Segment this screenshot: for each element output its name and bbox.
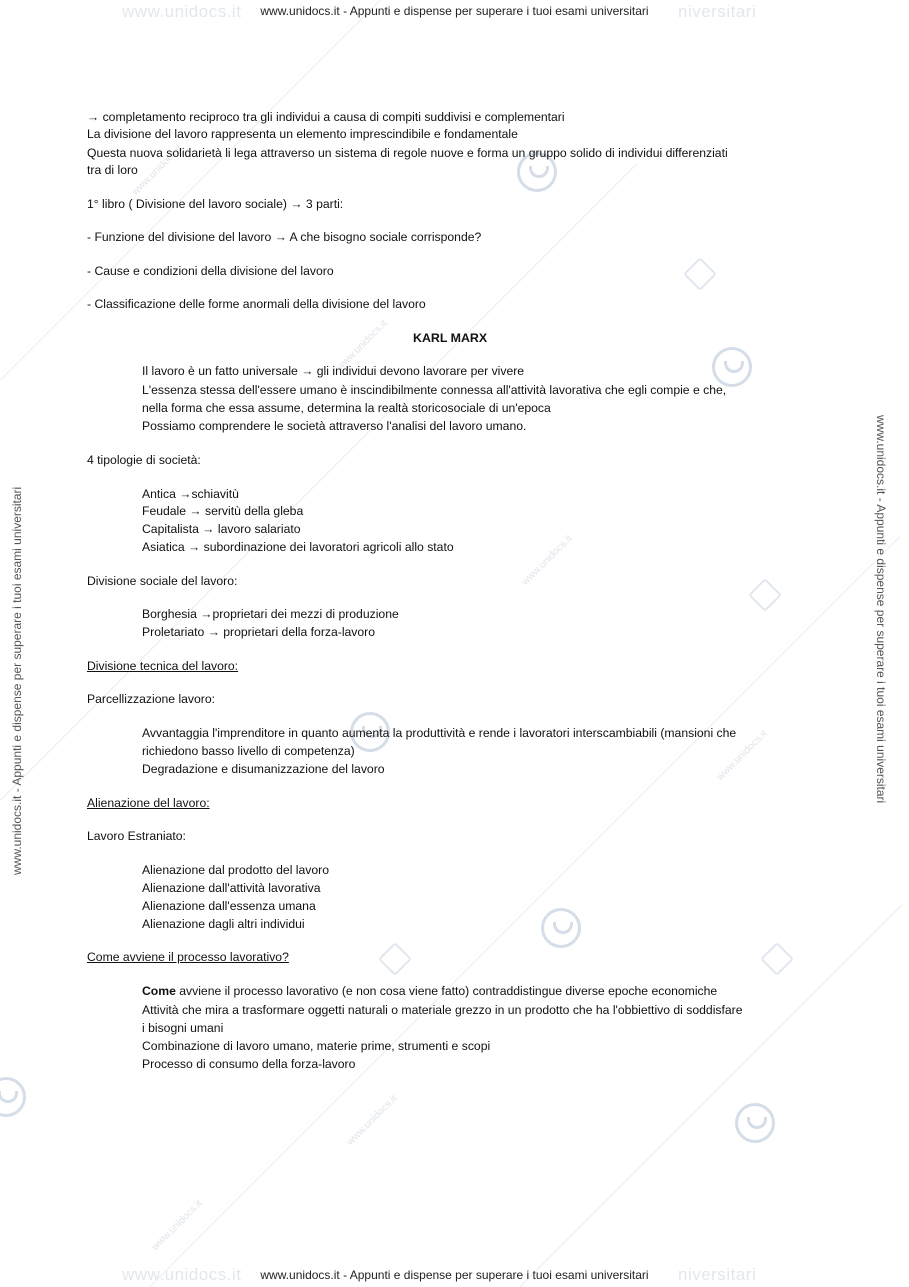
processo-first-line bbox=[142, 983, 717, 999]
sociale-heading: Divisione sociale del lavoro: bbox=[87, 574, 238, 588]
unidocs-small-logo-icon bbox=[378, 942, 412, 976]
text-line: Questa nuova solidarietà li lega attraverso un sistema di regole nuove e forma un gruppo solido di individui differenziati bbox=[87, 146, 728, 160]
text-line: i bisogni umani bbox=[142, 1021, 224, 1035]
unidocs-logo-icon bbox=[541, 908, 581, 948]
tecnica-heading: Divisione tecnica del lavoro: bbox=[87, 659, 239, 673]
text-line: Degradazione e disumanizzazione del lavoro bbox=[142, 762, 385, 776]
processo-heading: Come avviene il processo lavorativo? bbox=[87, 950, 289, 964]
parcellizzazione-heading: Parcellizzazione lavoro: bbox=[87, 692, 216, 706]
text-line: Il lavoro è un fatto universale → gli individui devono lavorare per vivere bbox=[142, 364, 525, 378]
text-line: L'essenza stessa dell'essere umano è inscindibilmente connessa all'attività lavorativa che egli compie e che, bbox=[142, 383, 727, 397]
text-line: → completamento reciproco tra gli individui a causa di compiti suddivisi e complementari bbox=[87, 110, 565, 124]
estraniato-heading: Lavoro Estraniato: bbox=[87, 829, 186, 843]
text-line: tra di loro bbox=[87, 163, 138, 177]
side-banner-right: www.unidocs.it - Appunti e dispense per superare i tuoi esami universitari bbox=[874, 415, 888, 804]
unidocs-logo-icon bbox=[712, 347, 752, 387]
unidocs-small-logo-icon bbox=[760, 942, 794, 976]
list-item: Alienazione dagli altri individui bbox=[142, 917, 305, 931]
unidocs-logo-icon bbox=[0, 1077, 26, 1117]
unidocs-small-logo-icon bbox=[683, 257, 717, 291]
diagonal-watermark: www.unidocs.it bbox=[345, 1093, 400, 1148]
ghost-watermark-bottom-left: www.unidocs.it bbox=[122, 1265, 242, 1284]
unidocs-logo-icon bbox=[735, 1103, 775, 1143]
list-item: Alienazione dall'attività lavorativa bbox=[142, 881, 321, 895]
list-item: Antica →schiavitù bbox=[142, 487, 239, 501]
list-item: - Funzione del divisione del lavoro → A che bisogno sociale corrisponde? bbox=[87, 230, 482, 244]
diagonal-watermark: www.unidocs.it bbox=[130, 143, 185, 198]
list-item: Borghesia →proprietari dei mezzi di produzione bbox=[142, 607, 399, 621]
text-line: nella forma che essa assume, determina la realtà storicosociale di un'epoca bbox=[142, 401, 551, 415]
processo-first-rest: avviene il processo lavorativo (e non cosa viene fatto) contraddistingue diverse epoche economiche bbox=[175, 984, 718, 998]
ghost-watermark-right: niversitari bbox=[678, 2, 757, 21]
list-item: Asiatica → subordinazione dei lavoratori agricoli allo stato bbox=[142, 540, 454, 554]
ghost-watermark-left: www.unidocs.it bbox=[122, 2, 242, 21]
side-banner-left: www.unidocs.it - Appunti e dispense per superare i tuoi esami universitari bbox=[10, 486, 24, 875]
text-line: Combinazione di lavoro umano, materie prime, strumenti e scopi bbox=[142, 1039, 491, 1053]
diagonal-line bbox=[520, 904, 903, 1287]
text-line: Attività che mira a trasformare oggetti naturali o materiale grezzo in un prodotto che ha l'obbiettivo di soddisfare bbox=[142, 1003, 743, 1017]
diagonal-watermark: www.unidocs.it bbox=[150, 1198, 205, 1253]
text-line: richiedono basso livello di competenza) bbox=[142, 744, 355, 758]
header-banner: www.unidocs.it - Appunti e dispense per superare i tuoi esami universitari bbox=[260, 4, 649, 18]
list-item: Alienazione dall'essenza umana bbox=[142, 899, 316, 913]
list-item: Alienazione dal prodotto del lavoro bbox=[142, 863, 330, 877]
unidocs-small-logo-icon bbox=[748, 578, 782, 612]
ghost-watermark-bottom-right: niversitari bbox=[678, 1265, 757, 1284]
diagonal-watermark: www.unidocs.it bbox=[520, 533, 575, 588]
list-item: Proletariato → proprietari della forza-lavoro bbox=[142, 625, 376, 639]
list-item: Capitalista → lavoro salariato bbox=[142, 522, 301, 536]
libro-heading: 1° libro ( Divisione del lavoro sociale) → 3 parti: bbox=[87, 197, 344, 211]
processo-first-bold: Come bbox=[142, 984, 176, 998]
section-title-karl-marx: KARL MARX bbox=[413, 331, 488, 345]
tipologie-heading: 4 tipologie di società: bbox=[87, 453, 201, 467]
diagonal-watermark: www.unidocs.it bbox=[335, 318, 390, 373]
text-line: Avvantaggia l'imprenditore in quanto aumenta la produttività e rende i lavoratori interscambiabili (mansioni che bbox=[142, 726, 737, 740]
alienazione-heading: Alienazione del lavoro: bbox=[87, 796, 210, 810]
list-item: - Classificazione delle forme anormali della divisione del lavoro bbox=[87, 297, 426, 311]
text-line: La divisione del lavoro rappresenta un elemento imprescindibile e fondamentale bbox=[87, 127, 518, 141]
list-item: - Cause e condizioni della divisione del lavoro bbox=[87, 264, 334, 278]
diagonal-watermark: www.unidocs.it bbox=[715, 728, 770, 783]
list-item: Feudale → servitù della gleba bbox=[142, 504, 304, 518]
footer-banner: www.unidocs.it - Appunti e dispense per superare i tuoi esami universitari bbox=[260, 1268, 649, 1282]
text-line: Possiamo comprendere le società attraverso l'analisi del lavoro umano. bbox=[142, 419, 527, 433]
diagonal-line bbox=[0, 0, 383, 381]
text-line: Processo di consumo della forza-lavoro bbox=[142, 1057, 356, 1071]
